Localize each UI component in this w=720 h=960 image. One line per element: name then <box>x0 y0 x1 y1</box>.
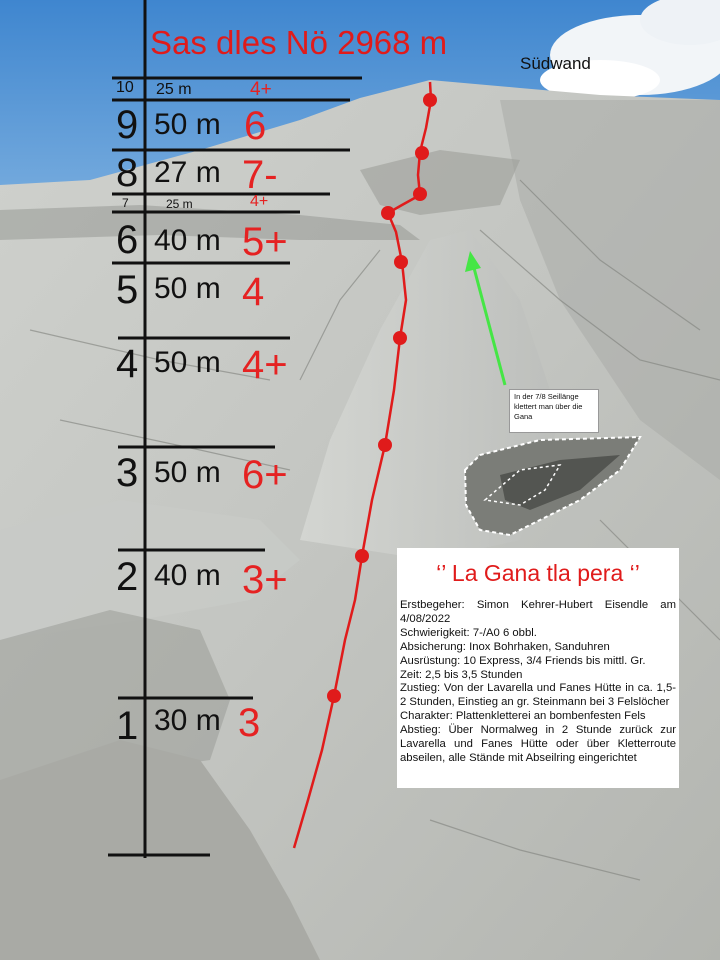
pitch-length: 50 m <box>154 272 221 305</box>
route-info-box <box>397 548 679 788</box>
pitch-length: 50 m <box>154 346 221 379</box>
pitch-grade: 5+ <box>242 220 288 264</box>
page-title: Sas dles Nö 2968 m <box>150 24 448 61</box>
detail-line: Schwierigkeit: 7-/A0 6 obbl. <box>400 626 537 639</box>
pitch-length: 30 m <box>154 704 221 737</box>
pitch-grade: 4+ <box>242 343 288 387</box>
belay-dot <box>413 187 427 201</box>
pitch-length: 40 m <box>154 224 221 257</box>
belay-dot <box>381 206 395 220</box>
pitch-grade: 3+ <box>242 558 288 602</box>
pitch-length: 25 m <box>156 81 192 98</box>
pitch-grade: 7- <box>242 153 278 197</box>
pitch-number: 9 <box>116 103 139 147</box>
pitch-number: 5 <box>116 268 139 312</box>
belay-dot <box>327 689 341 703</box>
pitch-length: 25 m <box>166 197 193 211</box>
pitch-number: 4 <box>116 342 139 386</box>
belay-dot <box>394 255 408 269</box>
belay-dot <box>393 331 407 345</box>
pitch-number: 6 <box>116 218 139 262</box>
pitch-number: 8 <box>116 151 139 195</box>
pitch-grade: 4 <box>242 270 265 314</box>
pitch-grade: 3 <box>238 701 261 745</box>
pitch-grade: 4+ <box>250 79 272 100</box>
detail-line: Zeit: 2,5 bis 3,5 Stunden <box>400 668 523 681</box>
detail-line: Ausrüstung: 10 Express, 3/4 Friends bis mittl. Gr. <box>400 654 646 667</box>
pitch-number: 3 <box>116 451 139 495</box>
detail-line: Erstbegeher: Simon Kehrer-Hubert Eisendle am 4/08/2022 <box>400 599 676 625</box>
gana-note: In der 7/8 Seillänge klettert man über die Gana <box>509 389 599 433</box>
pitch-grade: 6+ <box>242 453 288 497</box>
pitch-number: 1 <box>116 704 139 748</box>
detail-line: Zustieg: Von der Lavarella und Fanes Hütte in ca. 1,5-2 Stunden, Einstieg an gr. Steinmann bei 3 Felslöcher <box>400 682 676 709</box>
pitch-length: 50 m <box>154 108 221 141</box>
pitch-number: 2 <box>116 555 139 599</box>
pitch-length: 50 m <box>154 456 221 489</box>
detail-line: Abstieg: Über Normalweg in 2 Stunde zurück zur Lavarella und Fanes Hütte oder über Kletterroute abseilen, alle Stände mit Abseilring eingerichtet <box>400 724 676 764</box>
pitch-length: 27 m <box>154 156 221 189</box>
route-details <box>397 598 679 788</box>
route-name: ‘’ La Gana tla pera ‘’ <box>397 548 679 598</box>
face-label: Südwand <box>520 54 591 73</box>
pitch-grade: 6 <box>244 104 267 148</box>
pitch-grade: 4+ <box>250 193 269 210</box>
belay-dot <box>423 93 437 107</box>
pitch-number: 10 <box>116 79 134 96</box>
belay-dot <box>415 146 429 160</box>
detail-line: Charakter: Plattenkletterei an bombenfesten Fels <box>400 710 646 723</box>
belay-dot <box>355 549 369 563</box>
detail-line: Absicherung: Inox Bohrhaken, Sanduhren <box>400 640 610 653</box>
pitch-length: 40 m <box>154 559 221 592</box>
belay-dot <box>378 438 392 452</box>
pitch-number: 7 <box>122 196 129 210</box>
